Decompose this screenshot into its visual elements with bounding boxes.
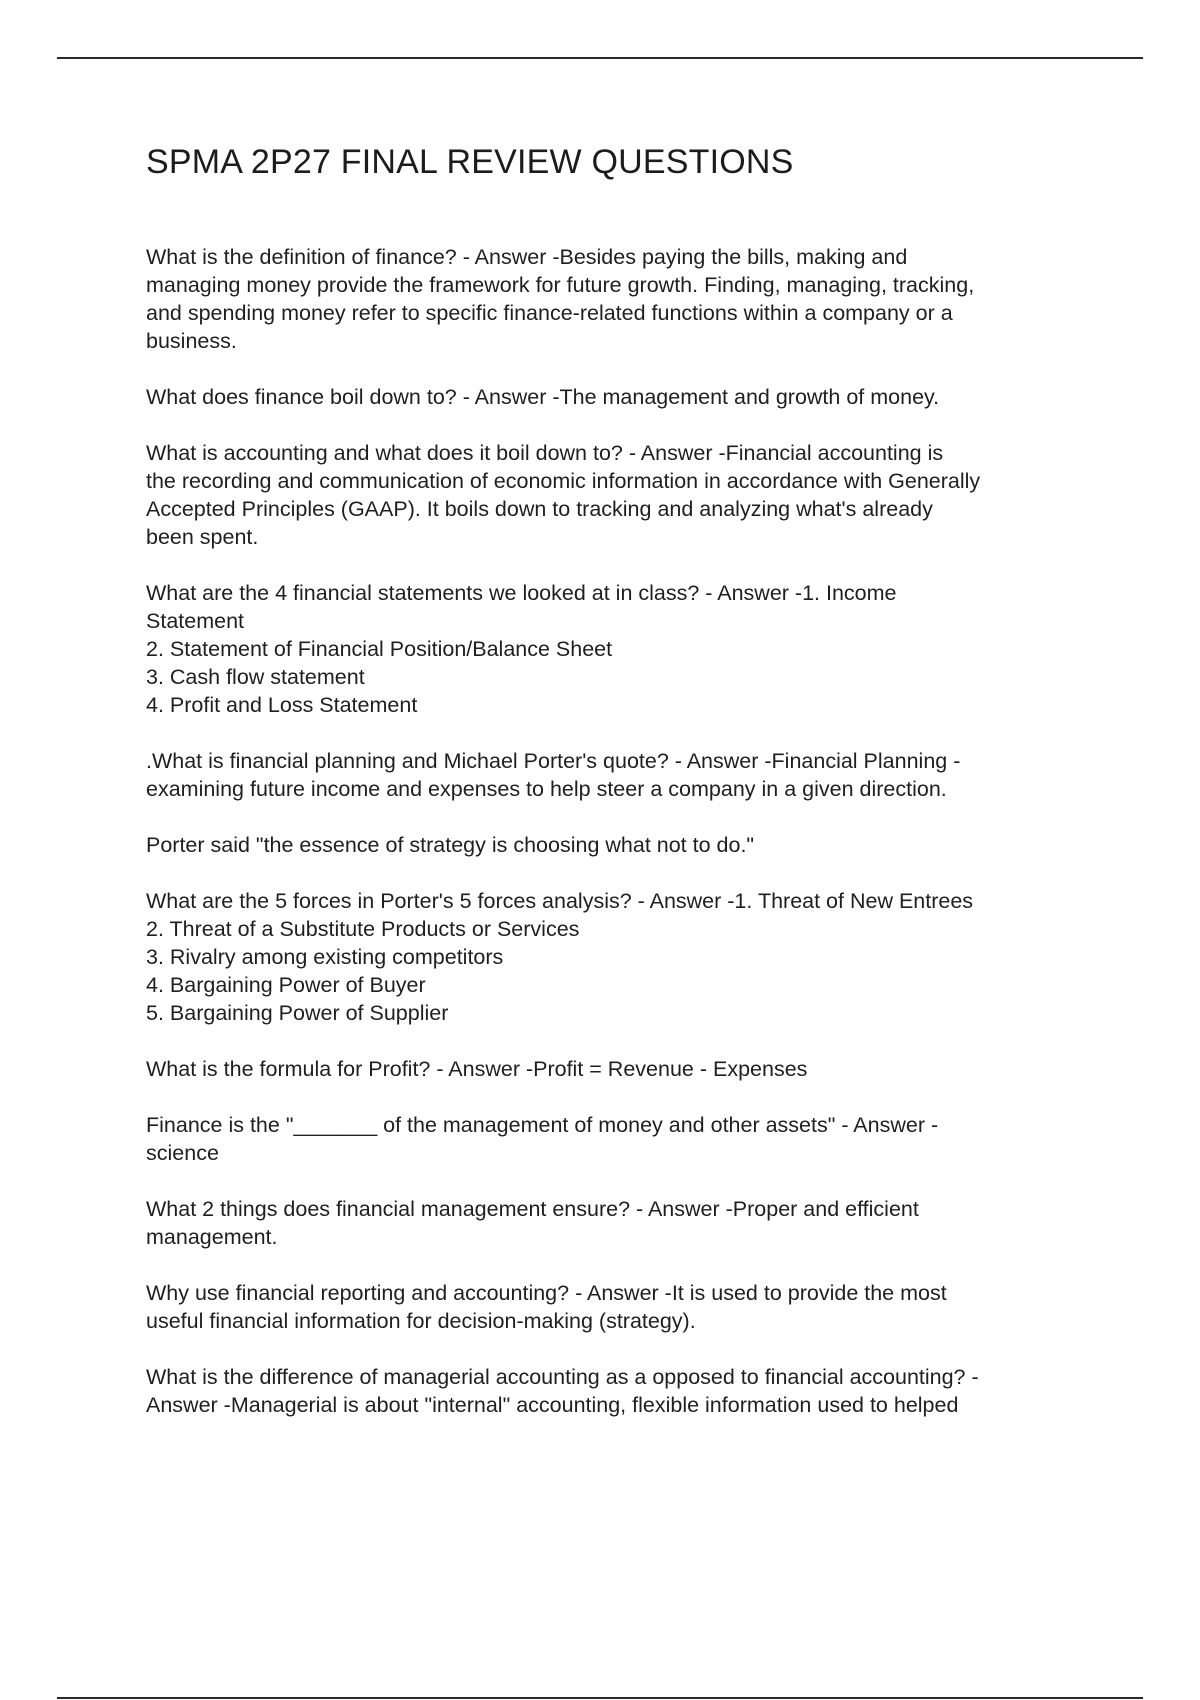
- qa-item-porter-quote: Porter said "the essence of strategy is choosing what not to do.": [146, 833, 755, 857]
- qa-list: [146, 243, 1096, 1447]
- top-divider: [57, 57, 1143, 59]
- page-title: SPMA 2P27 FINAL REVIEW QUESTIONS: [146, 143, 794, 181]
- qa-item-financial-statements: What are the 4 financial statements we looked at in class? - Answer -1. Income Statement 2. Statement of Financial Position/Balance Sheet 3. Cash flow statement 4. Profit and Loss Statement: [146, 581, 897, 717]
- qa-item-financial-reporting: Why use financial reporting and accounting? - Answer -It is used to provide the most useful financial information for decision-making (strategy).: [146, 1281, 947, 1333]
- qa-item-five-forces: What are the 5 forces in Porter's 5 forces analysis? - Answer -1. Threat of New Entrees 2. Threat of a Substitute Products or Services 3. Rivalry among existing competitors 4. Bargaining Power of Buyer 5. Bargaining Power of Supplier: [146, 889, 974, 1025]
- qa-item-managerial-accounting: What is the difference of managerial accounting as a opposed to financial accounting? - Answer -Managerial is about "internal" accounting, flexible information used to helped: [146, 1365, 979, 1417]
- qa-item-financial-planning: .What is financial planning and Michael Porter's quote? - Answer -Financial Planning - examining future income and expenses to help steer a company in a given direction.: [146, 749, 961, 801]
- qa-item-finance-boil-down: What does finance boil down to? - Answer -The management and growth of money.: [146, 385, 940, 409]
- bottom-divider: [57, 1697, 1143, 1699]
- qa-item-accounting: What is accounting and what does it boil down to? - Answer -Financial accounting is the recording and communication of economic information in accordance with Generally Accepted Principles (GAAP). It boils down to tracking and analyzing what's already been spent.: [146, 441, 981, 549]
- qa-item-profit-formula: What is the formula for Profit? - Answer -Profit = Revenue - Expenses: [146, 1057, 808, 1081]
- qa-item-financial-management: What 2 things does financial management ensure? - Answer -Proper and efficient management.: [146, 1197, 919, 1249]
- qa-item-finance-definition: What is the definition of finance? - Answer -Besides paying the bills, making and managing money provide the framework for future growth. Finding, managing, tracking, and spending money refer to specific finance-related functions within a company or a business.: [146, 245, 975, 353]
- qa-item-finance-science: Finance is the "_______ of the management of money and other assets" - Answer - science: [146, 1113, 939, 1165]
